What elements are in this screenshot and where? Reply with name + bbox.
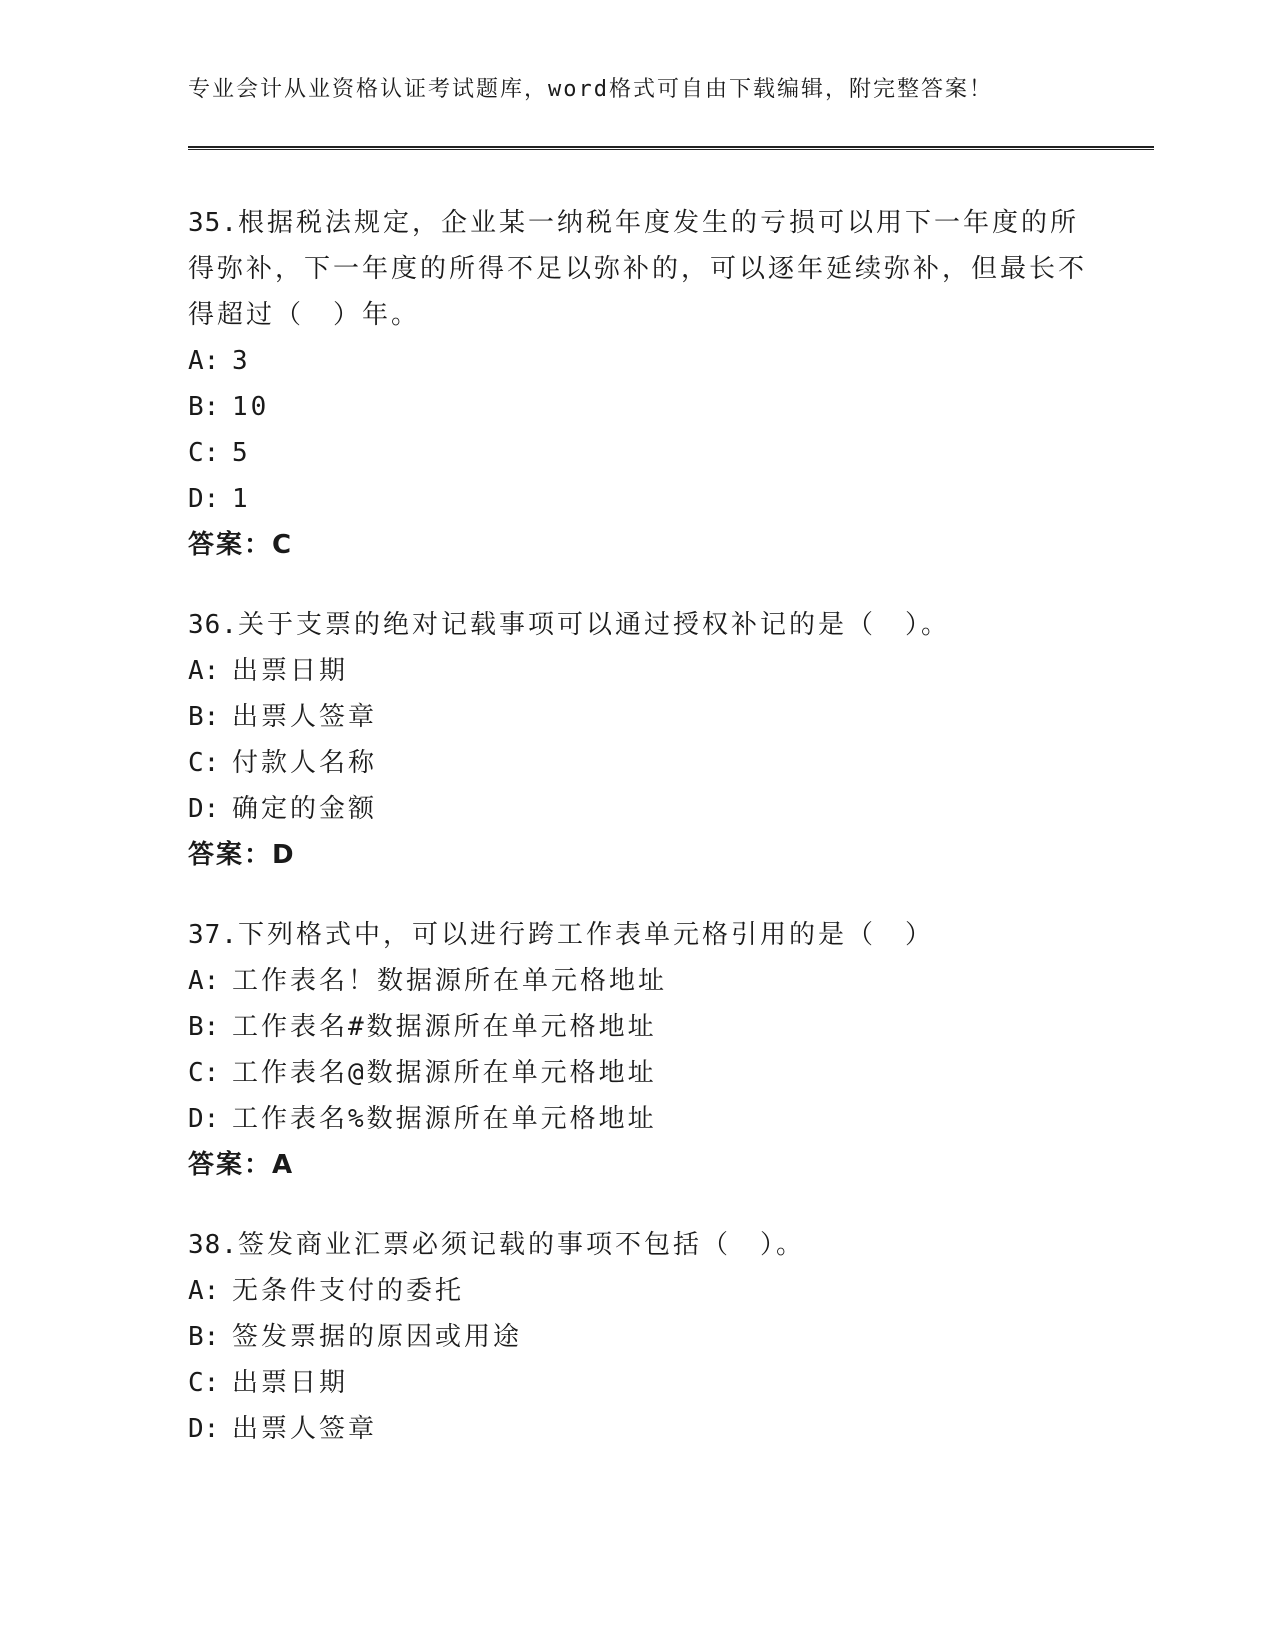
option-b	[188, 384, 1088, 430]
question-text: 根据税法规定，企业某一纳税年度发生的亏损可以用下一年度的所得弥补，下一年度的所得不足以弥补的，可以逐年延续弥补，但最长不得超过（ ）年。	[188, 208, 1088, 330]
question-36	[188, 602, 1088, 878]
page-header: 专业会计从业资格认证考试题库，word格式可自由下载编辑，附完整答案！	[188, 77, 993, 102]
question-number: 35.	[188, 208, 238, 238]
option-text: 出票日期	[232, 656, 349, 686]
option-b	[188, 1314, 1088, 1360]
option-a	[188, 1268, 1088, 1314]
option-d	[188, 786, 1088, 832]
option-text: 无条件支付的委托	[232, 1276, 465, 1306]
option-letter: B:	[188, 702, 220, 732]
option-text: 出票人签章	[232, 702, 378, 732]
question-stem	[188, 1222, 1088, 1268]
option-letter: B:	[188, 1012, 220, 1042]
question-text: 下列格式中，可以进行跨工作表单元格引用的是（ ）	[237, 920, 934, 950]
option-letter: D:	[188, 794, 220, 824]
option-c	[188, 740, 1088, 786]
option-text: 签发票据的原因或用途	[232, 1322, 523, 1352]
question-list	[188, 200, 1088, 1486]
option-d	[188, 1406, 1088, 1452]
answer-line: 答案：C	[188, 530, 294, 560]
option-text: 5	[232, 438, 251, 468]
option-c	[188, 1050, 1088, 1096]
option-letter: D:	[188, 1414, 220, 1444]
question-stem	[188, 602, 1088, 648]
question-stem	[188, 200, 1088, 338]
option-letter: C:	[188, 748, 220, 778]
option-letter: A:	[188, 1276, 220, 1306]
option-a	[188, 338, 1088, 384]
option-letter: C:	[188, 1058, 220, 1088]
option-text: 1	[232, 484, 251, 514]
option-b	[188, 1004, 1088, 1050]
answer-line: 答案：D	[188, 840, 296, 870]
option-text: 工作表名#数据源所在单元格地址	[232, 1012, 657, 1042]
question-35	[188, 200, 1088, 568]
option-letter: C:	[188, 438, 220, 468]
question-text: 关于支票的绝对记载事项可以通过授权补记的是（ ）。	[237, 610, 950, 640]
option-a	[188, 958, 1088, 1004]
option-c	[188, 1360, 1088, 1406]
option-letter: B:	[188, 1322, 220, 1352]
option-d	[188, 1096, 1088, 1142]
option-letter: D:	[188, 484, 220, 514]
option-a	[188, 648, 1088, 694]
question-number: 37.	[188, 920, 238, 950]
option-letter: A:	[188, 966, 220, 996]
option-text: 工作表名@数据源所在单元格地址	[232, 1058, 657, 1088]
option-text: 出票日期	[232, 1368, 349, 1398]
option-text: 确定的金额	[232, 794, 378, 824]
question-text: 签发商业汇票必须记载的事项不包括（ ）。	[237, 1230, 805, 1260]
option-letter: D:	[188, 1104, 220, 1134]
option-text: 出票人签章	[232, 1414, 378, 1444]
header-divider	[188, 146, 1154, 150]
option-text: 付款人名称	[232, 748, 378, 778]
option-d	[188, 476, 1088, 522]
option-b	[188, 694, 1088, 740]
option-c	[188, 430, 1088, 476]
option-letter: B:	[188, 392, 220, 422]
question-38	[188, 1222, 1088, 1452]
question-stem	[188, 912, 1088, 958]
option-text: 10	[232, 392, 270, 422]
question-37	[188, 912, 1088, 1188]
option-text: 工作表名！数据源所在单元格地址	[232, 966, 668, 996]
option-letter: C:	[188, 1368, 220, 1398]
option-text: 3	[232, 346, 251, 376]
answer-line: 答案：A	[188, 1150, 295, 1180]
option-letter: A:	[188, 346, 220, 376]
option-letter: A:	[188, 656, 220, 686]
question-number: 36.	[188, 610, 238, 640]
option-text: 工作表名%数据源所在单元格地址	[232, 1104, 657, 1134]
question-number: 38.	[188, 1230, 238, 1260]
